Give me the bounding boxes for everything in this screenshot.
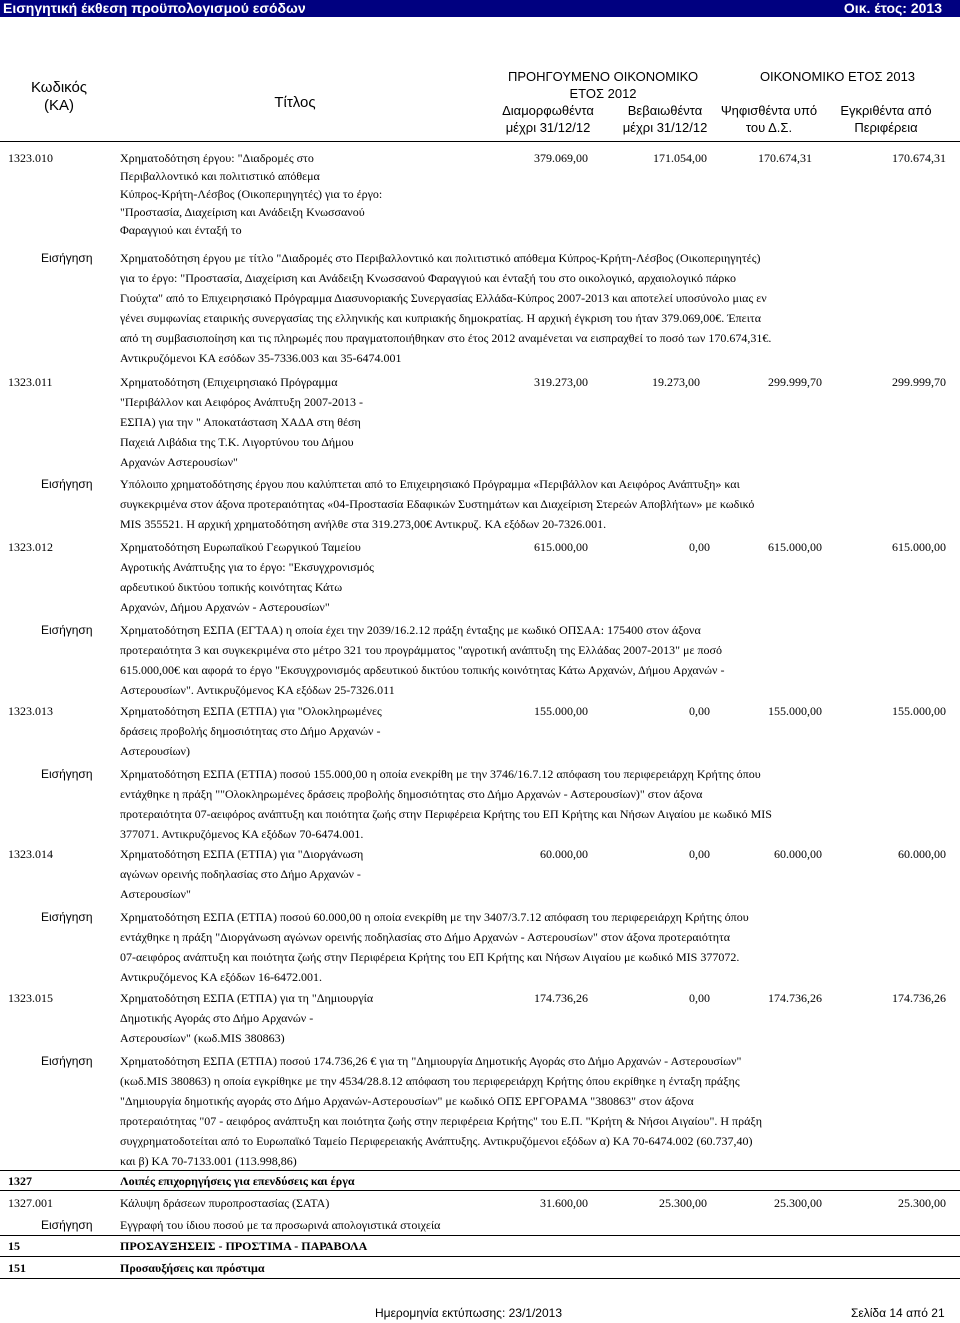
group-divider-bottom <box>0 1190 960 1191</box>
top-bar <box>0 0 960 17</box>
header-col4-line1: Εγκριθέντα από <box>840 103 932 118</box>
recommendation-line: Γιούχτα" από το Επιχειρησιακό Πρόγραμμα Διασυνοριακής Συνεργασίας Ελλάδα-Κύπρος 2007-2013 και αποτελεί υποσύνολο μιας εν <box>120 291 767 305</box>
row-code: 1327.001 <box>8 1196 53 1210</box>
row-title-line: Χρηματοδότηση ΕΣΠΑ (ΕΤΠΑ) για "Διοργάνωση <box>120 847 364 861</box>
recommendation-line: 615.000,00€ και αφορά το έργο "Εκσυγχρονισμός αρδευτικού δικτύου τοπικής κοινότητας Κάτω Αρχανών, Δήμου Αρχανών - <box>120 663 725 677</box>
recommendation-label: Εισήγηση <box>41 1054 93 1068</box>
header-code-line2: (ΚΑ) <box>44 97 74 114</box>
row-title-line: αρδευτικού δικτύου τοπικής κοινότητας Κάτω <box>120 580 343 594</box>
group-code: 151 <box>8 1261 26 1275</box>
header-col3 <box>708 102 830 136</box>
row-title-line: αγώνων ορεινής ποδηλασίας στο Δήμο Αρχανών - <box>120 867 361 881</box>
value-col4: 60.000,00 <box>898 847 946 861</box>
row-title-line: Περιβαλλοντικό και πολιτιστικό απόθεμα <box>120 169 320 183</box>
recommendation-label: Εισήγηση <box>41 251 93 265</box>
header-col1 <box>488 102 608 136</box>
fiscal-year: Οικ. έτος: 2013 <box>843 0 942 16</box>
value-col4: 299.999,70 <box>892 375 946 389</box>
header-col4 <box>826 102 946 136</box>
value-col4: 170.674,31 <box>892 151 946 165</box>
row-title-line: Χρηματοδότηση ΕΣΠΑ (ΕΤΠΑ) για τη "Δημιουργία <box>120 991 374 1005</box>
value-col4: 615.000,00 <box>892 540 946 554</box>
recommendation-label: Εισήγηση <box>41 477 93 491</box>
recommendation-text <box>120 1051 762 1171</box>
value-col3: 170.674,31 <box>758 151 812 165</box>
row-title <box>120 372 363 472</box>
recommendation-line: εντάχθηκε η πράξη "Διοργάνωση αγώνων ορεινής ποδηλασίας στο Δήμο Αρχανών - Αστερουσίων" στον άξονα προτεραιότητα <box>120 930 731 944</box>
row-title-line: Αγροτικής Ανάπτυξης για το έργο: "Εκσυγχρονισμός <box>120 560 374 574</box>
row-title-line: "Περιβάλλον και Αειφόρος Ανάπτυξη 2007-2013 - <box>120 395 363 409</box>
recommendation-text <box>120 620 724 700</box>
row-title-line: Αστερουσίων" (κωδ.MIS 380863) <box>120 1031 285 1045</box>
value-col3: 615.000,00 <box>768 540 822 554</box>
recommendation-line: από τη συμβασιοποίηση και τις πληρωμές που πραγματοποιήθηκαν στο έτος 2012 αναμένεται να εισπραχθεί το ποσό των 170.674,31€. <box>120 331 772 345</box>
row-title-line: Χρηματοδότηση Ευρωπαϊκού Γεωργικού Ταμείου <box>120 540 361 554</box>
header-divider <box>0 141 960 142</box>
row-title-line: ΕΣΠΑ) για την " Αποκατάσταση ΧΑΔΑ στη θέση <box>120 415 361 429</box>
recommendation-label: Εισήγηση <box>41 910 93 924</box>
header-prev-year-line1: ΠΡΟΗΓΟΥΜΕΝΟ ΟΙΚΟΝΟΜΙΚΟ <box>507 69 699 84</box>
recommendation-label: Εισήγηση <box>41 767 93 781</box>
print-date: Ημερομηνία εκτύπωσης: 23/1/2013 <box>375 1306 563 1320</box>
value-col3: 174.736,26 <box>768 991 822 1005</box>
recommendation-label: Εισήγηση <box>41 623 93 637</box>
recommendation-line: 07-αειφόρος ανάπτυξη και ποιότητα ζωής στην Περιφέρεια Κρήτης του ΕΠ Κρήτης και Νήσων Αιγαίου με κωδικό MIS 377072. <box>120 950 740 964</box>
report-title: Εισηγητική έκθεση προϋπολογισμού εσόδων <box>3 0 306 16</box>
recommendation-line: Χρηματοδότηση έργου με τίτλο "Διαδρομές στο Περιβαλλοντικό και πολιτιστικό απόθεμα Κύπρος-Κρήτη-Λέσβος (Οικοπεριηγητές) <box>120 251 761 265</box>
value-col2: 0,00 <box>689 540 710 554</box>
recommendation-line: Χρηματοδότηση ΕΣΠΑ (ΕΤΠΑ) ποσού 155.000,00 η οποία ενεκρίθη με την 3746/16.7.12 απόφαση του περιφερειάρχη Κρήτης όπου <box>120 767 761 781</box>
header-code <box>0 79 118 115</box>
recommendation-text <box>120 764 772 844</box>
value-col4: 25.300,00 <box>898 1196 946 1210</box>
header-col3-line2: του Δ.Σ. <box>745 120 793 135</box>
recommendation-line: εντάχθηκε η πράξη ""Ολοκληρωμένες δράσεις προβολής δημοσιότητας στο Δήμο Αρχανών - Αστερουσίων)" στον άξονα <box>120 787 703 801</box>
value-col3: 299.999,70 <box>768 375 822 389</box>
header-prev-year-line2: ΕΤΟΣ 2012 <box>569 86 637 101</box>
value-col2: 0,00 <box>689 991 710 1005</box>
row-title-line: Αστερουσίων" <box>120 887 191 901</box>
value-col2: 0,00 <box>689 847 710 861</box>
value-col1: 60.000,00 <box>540 847 588 861</box>
row-code: 1323.010 <box>8 151 53 165</box>
value-col1: 319.273,00 <box>534 375 588 389</box>
value-col4: 174.736,26 <box>892 991 946 1005</box>
recommendation-text <box>120 248 771 368</box>
header-cur-year: ΟΙΚΟΝΟΜΙΚΟ ΕΤΟΣ 2013 <box>759 69 916 84</box>
row-title <box>120 701 382 761</box>
row-title-line: Αστερουσίων) <box>120 744 190 758</box>
value-col1: 155.000,00 <box>534 704 588 718</box>
recommendation-text <box>120 907 749 987</box>
header-col4-line2: Περιφέρεια <box>854 120 918 135</box>
header-col1-line1: Διαμορφωθέντα <box>502 103 594 118</box>
value-col1: 379.069,00 <box>534 151 588 165</box>
recommendation-line: συγχρηματοδοτείται από το Ευρωπαϊκό Ταμείο Περιφερειακής Ανάπτυξης. Αντικρυζόμενοι εξόδων α) ΚΑ 70-6474.002 (60.737,40) <box>120 1134 753 1148</box>
recommendation-line: για το έργο: "Προστασία, Διαχείριση και Ανάδειξη Κνωσσανού Φαραγγιού και ένταξή του στο οικολογικό, αρχαιολογικό πάρκο <box>120 271 737 285</box>
value-col2: 171.054,00 <box>653 151 707 165</box>
value-col2: 25.300,00 <box>659 1196 707 1210</box>
page-number: Σελίδα 14 από 21 <box>851 1306 945 1320</box>
row-title-line: Φαραγγιού και ένταξή το <box>120 223 242 237</box>
row-title-line: Δημοτικής Αγοράς στο Δήμο Αρχανών - <box>120 1011 314 1025</box>
row-title-line: Αρχανών, Δήμου Αρχανών - Αστερουσίων" <box>120 600 330 614</box>
header-col1-line2: μέχρι 31/12/12 <box>505 120 591 135</box>
recommendation-line: προτεραιότητας "07 - αειφόρος ανάπτυξη και ποιότητα ζωής στην περιφέρεια Κρήτης" του Ε.Π. "Κρήτη & Νήσοι Αιγαίου". Η πράξη <box>120 1114 763 1128</box>
row-code: 1323.012 <box>8 540 53 554</box>
header-col3-line1: Ψηφισθέντα υπό <box>720 103 818 118</box>
recommendation-line: Υπόλοιπο χρηματοδότησης έργου που καλύπτεται από το Επιχειρησιακό Πρόγραμμα «Περιβάλλον και Αειφόρος Ανάπτυξη» και <box>120 477 740 491</box>
header-col2-line1: Βεβαιωθέντα <box>627 103 703 118</box>
group-title: ΠΡΟΣΑΥΞΗΣΕΙΣ - ΠΡΟΣΤΙΜΑ - ΠΑΡΑΒΟΛΑ <box>120 1239 368 1253</box>
row-title-line: Χρηματοδότηση έργου: "Διαδρομές στο <box>120 151 314 165</box>
recommendation-line: Αντικρυζόμενοι ΚΑ εσόδων 35-7336.003 και 35-6474.001 <box>120 351 402 365</box>
group-divider-top <box>0 1235 960 1236</box>
header-title: Τίτλος <box>274 94 316 111</box>
value-col3: 155.000,00 <box>768 704 822 718</box>
row-title: Κάλυψη δράσεων πυροπροστασίας (ΣΑΤΑ) <box>120 1196 330 1210</box>
recommendation-line: και β) ΚΑ 70-7133.001 (113.998,86) <box>120 1154 297 1168</box>
recommendation-line: Χρηματοδότηση ΕΣΠΑ (ΕΓΤΑΑ) η οποία έχει την 2039/16.2.12 πράξη ένταξης με κωδικό ΟΠΣΑΑ: 175400 στον άξονα <box>120 623 701 637</box>
recommendation-line: (κωδ.MIS 380863) η οποία εγκρίθηκε με την 4534/28.8.12 απόφαση του περιφερειάρχη Κρήτης όπου εκρίθηκε η ένταξη πράξης <box>120 1074 740 1088</box>
row-title-line: Παχειά Λιβάδια της Τ.Κ. Λιγορτύνου του Δήμου <box>120 435 354 449</box>
header-col2 <box>605 102 725 136</box>
recommendation-line: γένει συμφωνίας εταιρικής συνεργασίας της ελληνικής και κυπριακής δημοκρατίας. Η αρχική έγκριση του ήταν 379.069,00€. Έπειτα <box>120 311 762 325</box>
group-code: 15 <box>8 1239 20 1253</box>
row-code: 1323.015 <box>8 991 53 1005</box>
group-divider-bottom <box>0 1278 960 1279</box>
row-title <box>120 844 363 904</box>
recommendation-line: προτεραιότητα 3 και συγκεκριμένα στο μέτρο 321 του προγράμματος "αγροτική ανάπτυξη της Ελλάδας 2007-2013" με ποσό <box>120 643 723 657</box>
value-col4: 155.000,00 <box>892 704 946 718</box>
recommendation-line: "Δημιουργία δημοτικής αγοράς στο Δήμο Αρχανών-Αστερουσίων" με κωδικό ΟΠΣ ΕΡΓΟΡΑΜΑ "380863" στον άξονα <box>120 1094 694 1108</box>
row-title-line: "Προστασία, Διαχείριση και Ανάδειξη Κνωσσανού <box>120 205 365 219</box>
header-col2-line2: μέχρι 31/12/12 <box>622 120 708 135</box>
row-code: 1323.014 <box>8 847 53 861</box>
row-title-line: Χρηματοδότηση ΕΣΠΑ (ΕΤΠΑ) για "Ολοκληρωμένες <box>120 704 382 718</box>
recommendation-line: MIS 355521. Η αρχική χρηματοδότηση ανήλθε στα 319.273,00€ Αντικρυζ. ΚΑ εξόδων 20-7326.001. <box>120 517 607 531</box>
value-col2: 19.273,00 <box>652 375 700 389</box>
row-title-line: Αρχανών Αστερουσίων" <box>120 455 238 469</box>
row-code: 1323.011 <box>8 375 53 389</box>
value-col1: 615.000,00 <box>534 540 588 554</box>
value-col3: 25.300,00 <box>774 1196 822 1210</box>
group-code: 1327 <box>8 1174 32 1188</box>
row-title-line: Κύπρος-Κρήτη-Λέσβος (Οικοπεριηγητές) για το έργο: <box>120 187 383 201</box>
recommendation-line: προτεραιότητα 07-αειφόρος ανάπτυξη και ποιότητα ζωής στην Περιφέρεια Κρήτης του ΕΠ Κρήτης και Νήσων Αιγαίου με κωδικό MIS <box>120 807 772 821</box>
recommendation-line: συγκεκριμένα στον άξονα προτεραιότητας «04-Προστασία Εδαφικών Συστημάτων και Διαχείριση Στερεών Αποβλήτων» με κωδικό <box>120 497 755 511</box>
recommendation-line: Χρηματοδότηση ΕΣΠΑ (ΕΤΠΑ) ποσού 174.736,26 € για τη "Δημιουργία Δημοτικής Αγοράς στο Δήμο Αρχανών - Αστερουσίων" <box>120 1054 742 1068</box>
value-col2: 0,00 <box>689 704 710 718</box>
recommendation-text <box>120 474 754 534</box>
recommendation-label: Εισήγηση <box>41 1218 93 1232</box>
group-title: Προσαυξήσεις και πρόστιμα <box>120 1261 265 1275</box>
recommendation-line: Χρηματοδότηση ΕΣΠΑ (ΕΤΠΑ) ποσού 60.000,00 η οποία ενεκρίθη με την 3407/3.7.12 απόφαση του περιφερειάρχη Κρήτης όπου <box>120 910 749 924</box>
group-divider-top <box>0 1170 960 1171</box>
header-prev-year <box>478 68 728 102</box>
header-code-line1: Κωδικός <box>30 79 88 96</box>
recommendation-line: 377071. Αντικρυζόμενος ΚΑ εξόδων 70-6474.001. <box>120 827 364 841</box>
recommendation-line: Αντικρυζόμενος ΚΑ εξόδων 16-6472.001. <box>120 970 323 984</box>
row-code: 1323.013 <box>8 704 53 718</box>
recommendation-text: Εγγραφή του ίδιου ποσού με τα προσωρινά απολογιστικά στοιχεία <box>120 1218 441 1232</box>
row-title-line: Χρηματοδότηση (Επιχειρησιακό Πρόγραμμα <box>120 375 338 389</box>
row-title-line: δράσεις προβολής δημοσιότητας στο Δήμο Αρχανών - <box>120 724 381 738</box>
group-title: Λοιπές επιχορηγήσεις για επενδύσεις και έργα <box>120 1174 355 1188</box>
value-col1: 174.736,26 <box>534 991 588 1005</box>
value-col1: 31.600,00 <box>540 1196 588 1210</box>
row-title <box>120 537 374 617</box>
recommendation-line: Αστερουσίων". Αντικρυζόμενος ΚΑ εξόδων 25-7326.011 <box>120 683 395 697</box>
row-title <box>120 149 382 239</box>
row-title <box>120 988 373 1048</box>
value-col3: 60.000,00 <box>774 847 822 861</box>
group-divider-mid <box>0 1256 960 1257</box>
